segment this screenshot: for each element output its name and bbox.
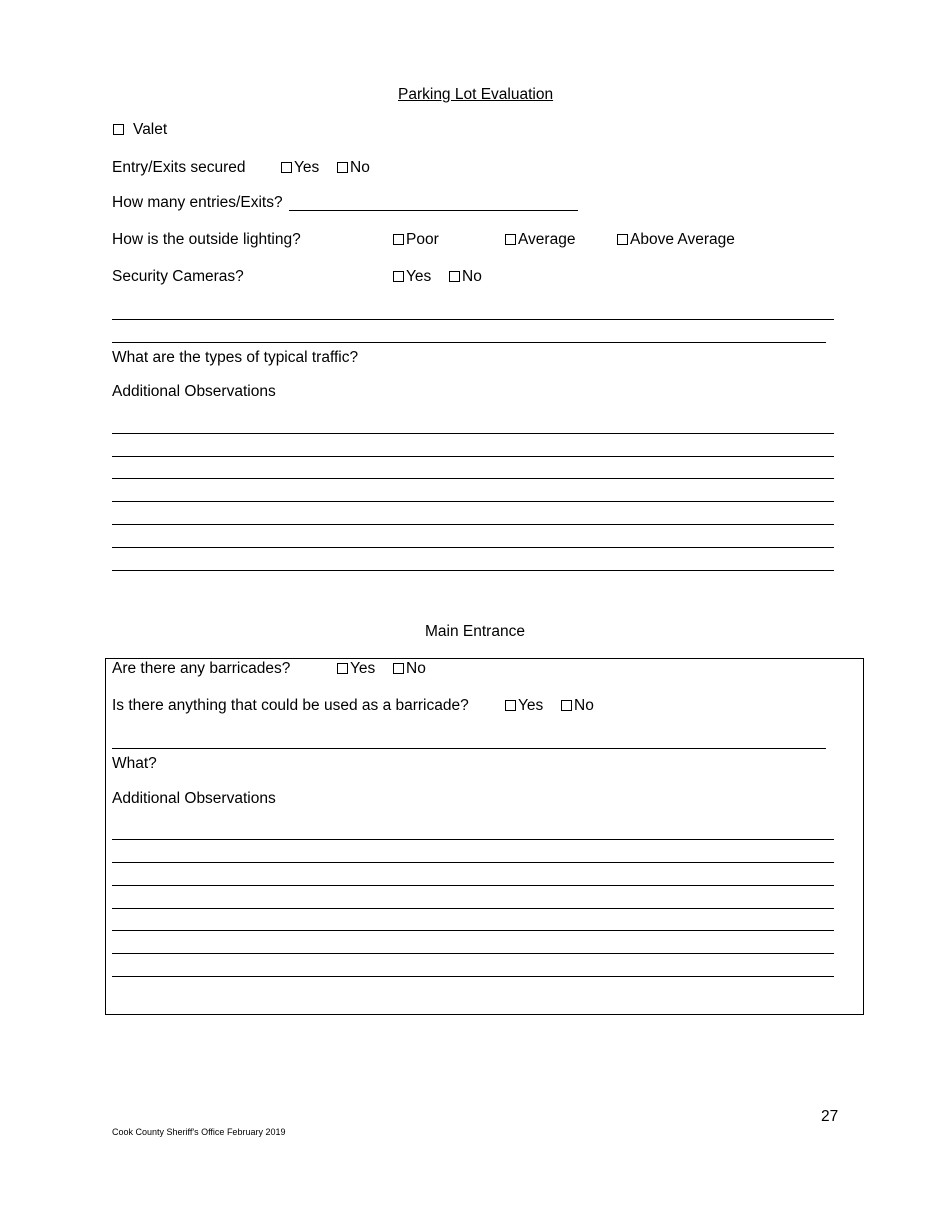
parking-observations-line[interactable]	[112, 501, 834, 502]
could-no-checkbox[interactable]	[561, 700, 572, 711]
lighting-average-checkbox[interactable]	[505, 234, 516, 245]
parking-lot-title: Parking Lot Evaluation	[398, 86, 554, 103]
entrance-observations-line[interactable]	[112, 885, 834, 886]
lighting-above-checkbox[interactable]	[617, 234, 628, 245]
barricades-no-label: No	[406, 660, 426, 677]
barricades-yes-label: Yes	[350, 660, 376, 677]
entries-count-label: How many entries/Exits?	[112, 194, 283, 211]
entrance-observations-line[interactable]	[112, 862, 834, 863]
cameras-label: Security Cameras?	[112, 268, 244, 285]
parking-observations-line[interactable]	[112, 524, 834, 525]
lighting-poor-label: Poor	[406, 231, 439, 248]
traffic-label: What are the types of typical traffic?	[112, 349, 359, 366]
could-barricade-label: Is there anything that could be used as a barricade?	[112, 697, 469, 714]
entrance-observations-line[interactable]	[112, 839, 834, 840]
cameras-no[interactable]	[449, 268, 482, 286]
lighting-poor[interactable]	[393, 231, 439, 249]
parking-observations-label: Additional Observations	[112, 383, 276, 400]
entrance-observations-line[interactable]	[112, 976, 834, 977]
lighting-label: How is the outside lighting?	[112, 231, 301, 248]
barricades-no-checkbox[interactable]	[393, 663, 404, 674]
barricades-label: Are there any barricades?	[112, 660, 291, 677]
could-barricade-no[interactable]	[561, 697, 594, 715]
traffic-answer-line[interactable]	[112, 342, 826, 343]
lighting-above-average[interactable]	[617, 231, 735, 249]
what-answer-line[interactable]	[112, 748, 826, 749]
entry-secured-yes[interactable]	[281, 159, 319, 177]
entries-count-field[interactable]	[289, 210, 578, 211]
cameras-yes[interactable]	[393, 268, 431, 286]
cameras-no-checkbox[interactable]	[449, 271, 460, 282]
could-no-label: No	[574, 697, 594, 714]
entrance-observations-line[interactable]	[112, 953, 834, 954]
main-entrance-title: Main Entrance	[425, 623, 525, 640]
entry-yes-checkbox[interactable]	[281, 162, 292, 173]
parking-observations-line[interactable]	[112, 456, 834, 457]
could-yes-checkbox[interactable]	[505, 700, 516, 711]
parking-observations-line[interactable]	[112, 547, 834, 548]
entry-secured-no[interactable]	[337, 159, 370, 177]
entry-yes-label: Yes	[294, 159, 320, 176]
barricades-yes-checkbox[interactable]	[337, 663, 348, 674]
entrance-observations-line[interactable]	[112, 908, 834, 909]
entrance-observations-line[interactable]	[112, 930, 834, 931]
lighting-average-label: Average	[518, 231, 576, 248]
footer-source: Cook County Sheriff's Office February 2019	[112, 1127, 286, 1137]
lighting-poor-checkbox[interactable]	[393, 234, 404, 245]
parking-observations-line[interactable]	[112, 433, 834, 434]
parking-observations-line[interactable]	[112, 478, 834, 479]
entrance-observations-label: Additional Observations	[112, 790, 276, 807]
valet-label: Valet	[133, 121, 168, 138]
could-barricade-yes[interactable]	[505, 697, 543, 715]
lighting-average[interactable]	[505, 231, 575, 249]
barricades-no[interactable]	[393, 660, 426, 678]
cameras-yes-checkbox[interactable]	[393, 271, 404, 282]
entry-no-checkbox[interactable]	[337, 162, 348, 173]
page-number: 27	[821, 1108, 839, 1125]
entry-secured-label: Entry/Exits secured	[112, 159, 246, 176]
valet-checkbox[interactable]	[113, 124, 124, 135]
cameras-yes-label: Yes	[406, 268, 432, 285]
cameras-no-label: No	[462, 268, 482, 285]
what-label: What?	[112, 755, 157, 772]
lighting-above-label: Above Average	[630, 231, 735, 248]
valet-option[interactable]	[113, 121, 167, 139]
entry-no-label: No	[350, 159, 370, 176]
barricades-yes[interactable]	[337, 660, 375, 678]
cameras-notes-line[interactable]	[112, 319, 834, 320]
parking-observations-line[interactable]	[112, 570, 834, 571]
could-yes-label: Yes	[518, 697, 544, 714]
